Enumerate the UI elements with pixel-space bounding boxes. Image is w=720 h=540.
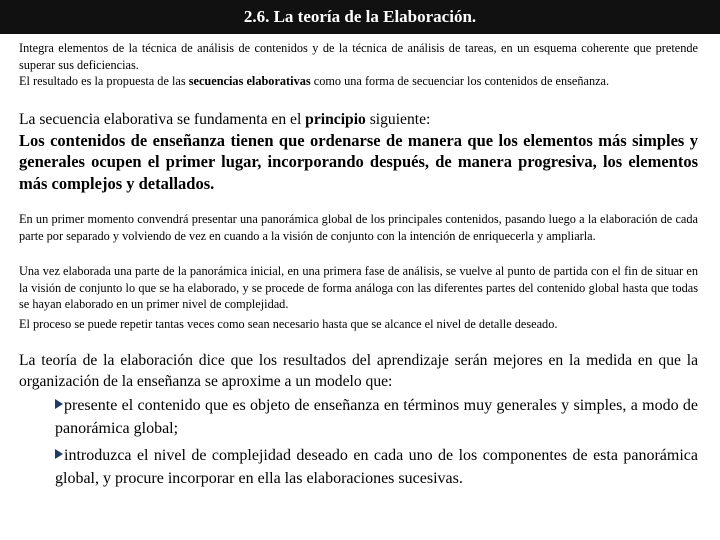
principle-after: siguiente: <box>365 110 431 128</box>
arrow-bullet-icon <box>55 449 63 459</box>
conclusion-paragraph: La teoría de la elaboración dice que los resultados del aprendizaje serán mejores en la medida en que la organización de la enseñanza se aproxime a un modelo que: <box>19 352 698 390</box>
principle-before: La secuencia elaborativa se fundamenta en el <box>19 110 306 128</box>
title-bar <box>0 0 720 34</box>
proceso-paragraph: El proceso se puede repetir tantas veces como sean necesario hasta que se alcance el nivel de detalle deseado. <box>19 316 558 331</box>
intro-line-1: Integra elementos de la técnica de análisis de contenidos y de la técnica de análisis de tareas, en un esquema coherente que pretende superar sus deficiencias. <box>19 41 698 72</box>
list-item <box>55 394 698 440</box>
intro-line-2-start: El resultado es la propuesta de las <box>19 74 189 88</box>
bullet-text-1: presente el contenido que es objeto de enseñanza en términos muy generales y simples, a modo de panorámica global; <box>55 397 698 437</box>
bullet-text-2: introduzca el nivel de complejidad deseado en cada uno de los componentes de esta panorámica global, y procure incorporar en ella las elaboraciones sucesivas. <box>55 447 698 487</box>
analisis-paragraph: Una vez elaborada una parte de la panorámica inicial, en una primera fase de análisis, se vuelve al punto de partida con el fin de situar en la visión de conjunto lo que se ha elaborado, y se procede de forma análoga con las diferentes partes del contenido global hasta que todas se hayan elaborado en un primer nivel de complejidad. <box>19 264 698 311</box>
principle-bold: principio <box>305 110 366 128</box>
panoramica-paragraph: En un primer momento convendrá presentar una panorámica global de los principales contenidos, pasando luego a la elaboración de cada parte por separado y volviendo de vez en cuando a la visión de conjunto con la intención de enriquecerla y ampliarla. <box>19 212 698 243</box>
principle-statement: Los contenidos de enseñanza tienen que ordenarse de manera que los elementos más simples y generales ocupen el primer lugar, incorporando después, de manera progresiva, los elementos más complejos y detallados. <box>19 130 698 193</box>
arrow-bullet-icon <box>55 399 63 409</box>
list-item <box>55 444 698 490</box>
intro-line-2-bold: secuencias elaborativas <box>188 74 311 88</box>
principle-intro <box>19 109 698 130</box>
intro-line-2-end: como una forma de secuenciar los contenidos de enseñanza. <box>310 74 610 88</box>
slide-content <box>19 40 698 490</box>
page-title: 2.6. La teoría de la Elaboración. <box>243 7 477 26</box>
intro-result-paragraph <box>19 73 698 90</box>
bullet-list <box>55 394 698 490</box>
intro-paragraph <box>19 40 698 73</box>
